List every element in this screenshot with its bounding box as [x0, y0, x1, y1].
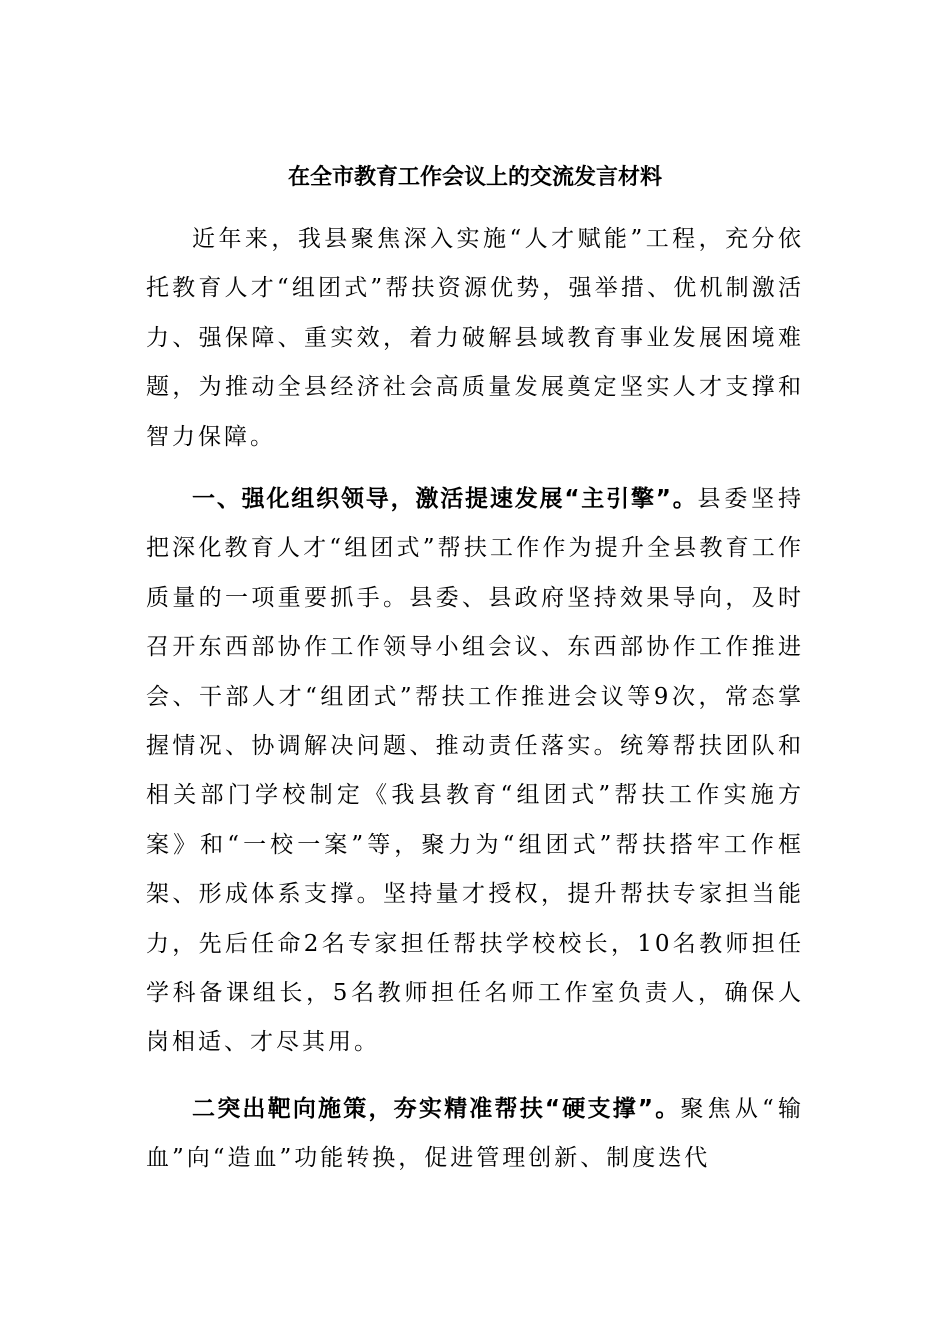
paragraph-text: 近年来，我县聚焦深入实施“人才赋能”工程，充分依托教育人才“组团式”帮扶资源优势，强举措、优机制激活力、强保障、重实效，着力破解县域教育事业发展困境难题，为推动全县经济社会高质量发展奠定坚实人才支撑和智力保障。: [146, 226, 804, 450]
section-one-heading: 一、强化组织领导，激活提速发展“主引擎”。: [192, 486, 698, 512]
section-one-paragraph: [146, 475, 804, 1068]
intro-paragraph: [146, 215, 804, 462]
section-two-paragraph: [146, 1085, 804, 1184]
document-title: 在全市教育工作会议上的交流发言材料: [287, 165, 662, 190]
document-page: [146, 0, 804, 1344]
paragraph-text: 县委坚持把深化教育人才“组团式”帮扶工作作为提升全县教育工作质量的一项重要抓手。县委、县政府坚持效果导向，及时召开东西部协作工作领导小组会议、东西部协作工作推进会、干部人才“组团式”帮扶工作推进会议等9次，常态掌握情况、协调解决问题、推动责任落实。统筹帮扶团队和相关部门学校制定《我县教育“组团式”帮扶工作实施方案》和“一校一案”等，聚力为“组团式”帮扶搭牢工作框架、形成体系支撑。坚持量才授权，提升帮扶专家担当能力，先后任命2名专家担任帮扶学校校长，10名教师担任学科备课组长，5名教师担任名师工作室负责人，确保人岗相适、才尽其用。: [146, 486, 805, 1056]
section-two-heading: 二突出靶向施策，夯实精准帮扶“硬支撑”。: [192, 1096, 681, 1122]
paragraph-text: 聚焦从“输血”向“造血”功能转换，促进管理创新、制度迭代: [146, 1096, 804, 1172]
